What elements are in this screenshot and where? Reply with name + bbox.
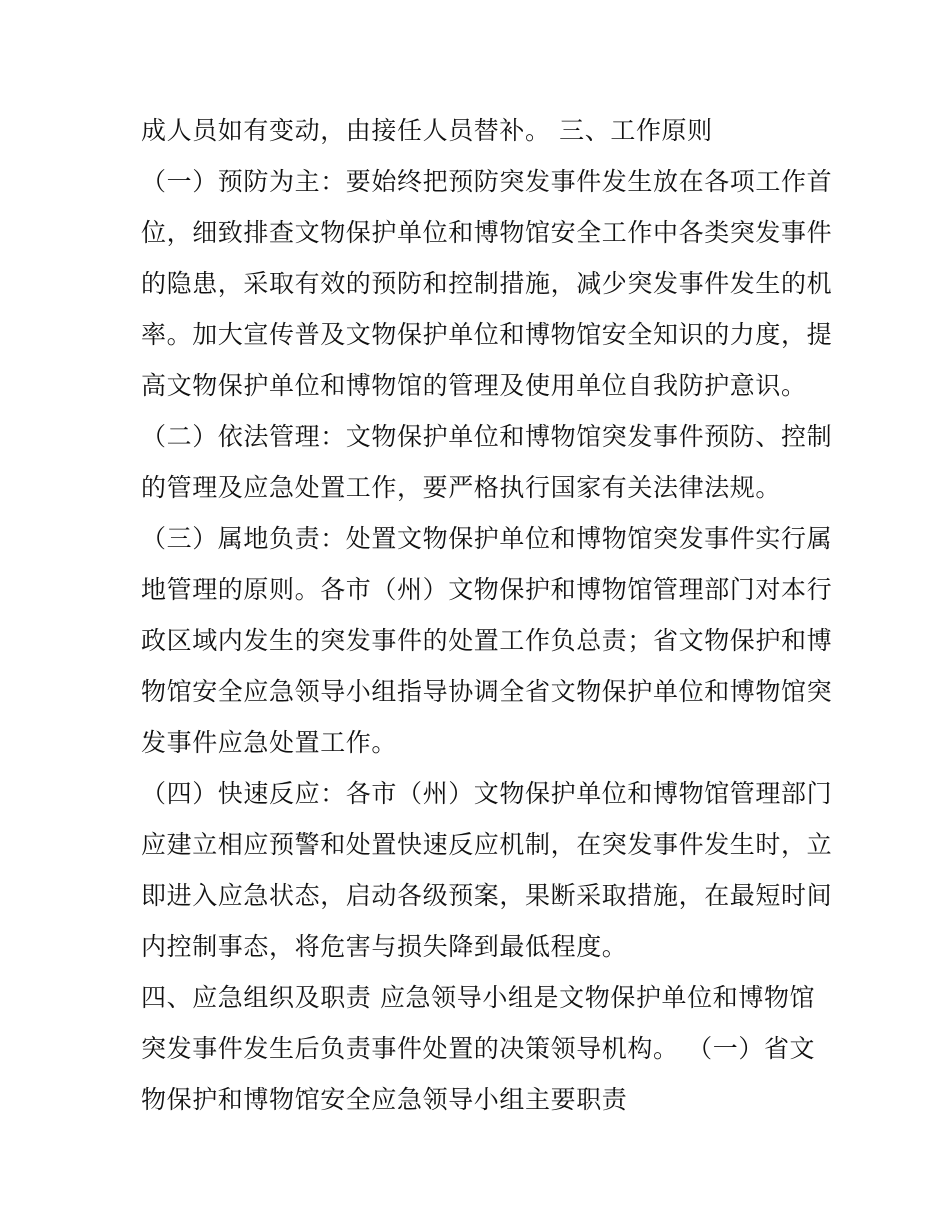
body-text — [141, 105, 833, 1125]
text-line: 四、应急组织及职责 应急领导小组是文物保护单位和博物馆 — [141, 983, 816, 1012]
text-line: 突发事件发生后负责事件处置的决策领导机构。 （一）省文 — [141, 1034, 816, 1063]
text-line: 内控制事态，将危害与损失降到最低程度。 — [141, 932, 628, 961]
text-line: 发事件应急处置工作。 — [141, 728, 398, 757]
text-line: 的隐患，采取有效的预防和控制措施，减少突发事件发生的机 — [141, 269, 833, 298]
text-line: 成人员如有变动，由接任人员替补。 三、工作原则 — [141, 116, 713, 145]
text-line: 即进入应急状态，启动各级预案，果断采取措施，在最短时间 — [141, 881, 833, 910]
text-line: 物保护和博物馆安全应急领导小组主要职责 — [141, 1085, 628, 1114]
text-line: 高文物保护单位和博物馆的管理及使用单位自我防护意识。 — [141, 371, 807, 400]
text-line: 地管理的原则。各市（州）文物保护和博物馆管理部门对本行 — [141, 575, 833, 604]
text-line: （三）属地负责：处置文物保护单位和博物馆突发事件实行属 — [141, 524, 833, 553]
text-line: 物馆安全应急领导小组指导协调全省文物保护单位和博物馆突 — [141, 677, 833, 706]
text-line: 的管理及应急处置工作，要严格执行国家有关法律法规。 — [141, 473, 782, 502]
text-line: 位，细致排查文物保护单位和博物馆安全工作中各类突发事件 — [141, 218, 833, 247]
text-line: 率。加大宣传普及文物保护单位和博物馆安全知识的力度，提 — [141, 320, 833, 349]
text-line: （一）预防为主：要始终把预防突发事件发生放在各项工作首 — [141, 167, 833, 196]
text-line: （二）依法管理：文物保护单位和博物馆突发事件预防、控制 — [141, 422, 833, 451]
text-line: 应建立相应预警和处置快速反应机制，在突发事件发生时，立 — [141, 830, 833, 859]
text-line: 政区域内发生的突发事件的处置工作负总责；省文物保护和博 — [141, 626, 833, 655]
text-line: （四）快速反应：各市（州）文物保护单位和博物馆管理部门 — [141, 779, 833, 808]
